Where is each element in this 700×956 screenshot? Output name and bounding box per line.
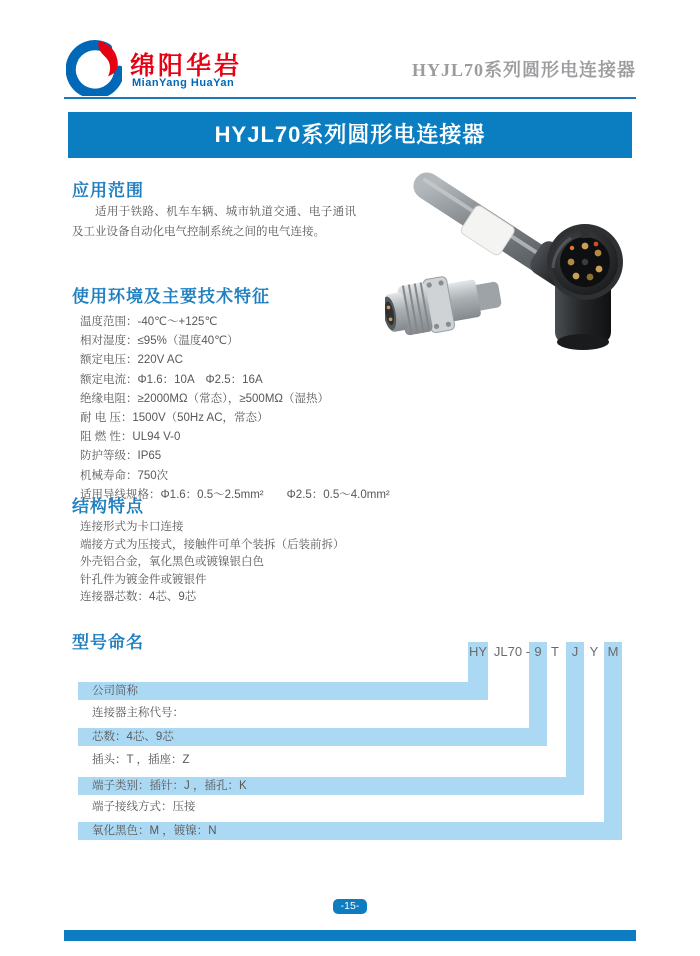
spec-line: 相对湿度：≤95%（温度40℃）	[80, 335, 239, 348]
spec-line: 阻 燃 性：UL94 V-0	[80, 431, 181, 444]
feature-line: 端接方式为压接式，接触件可单个装拆（后装前拆）	[80, 538, 345, 551]
spec-list	[80, 313, 390, 505]
section-heading-environment: 使用环境及主要技术特征	[72, 287, 270, 306]
code-bar-m	[604, 642, 622, 840]
page-title-banner: HYJL70系列圆形电连接器	[68, 112, 632, 158]
spec-line: 适用导线规格：Φ1.6：0.5～2.5mm² Φ2.5：0.5～4.0mm²	[80, 488, 390, 501]
logo-company-name-en: MianYang HuaYan	[132, 77, 235, 89]
feature-line: 连接器芯数：4芯、9芯	[80, 591, 197, 604]
naming-row-label: 氧化黑色：M ，镀镍：N	[92, 825, 217, 837]
spec-line: 防护等级：IP65	[80, 450, 162, 463]
section-heading-structure: 结构特点	[72, 497, 144, 516]
section-heading-application: 应用范围	[72, 181, 144, 200]
naming-row-label: 连接器主称代号：	[92, 707, 184, 719]
page-number-badge: -15-	[333, 899, 367, 914]
naming-row-label: 端子类别：插针：J ，插孔：K	[92, 780, 247, 792]
code-part: M	[607, 644, 619, 659]
naming-row-label: 端子接线方式：压接	[92, 801, 196, 813]
header-divider	[64, 97, 636, 99]
code-part: T	[551, 644, 559, 659]
code-part: Y	[589, 644, 599, 659]
spec-line: 额定电流：Φ1.6：10A Φ2.5：16A	[80, 373, 263, 386]
naming-row-label: 公司简称	[92, 685, 138, 697]
feature-line: 外壳铝合金，氧化黑色或镀镍银白色	[80, 556, 264, 569]
feature-list	[80, 519, 345, 607]
code-part: HY	[468, 644, 488, 659]
application-body: 适用于铁路、机车车辆、城市轨道交通、电子通讯及工业设备自动化电气控制系统之间的电气连接。	[72, 206, 356, 238]
code-part: J	[571, 644, 579, 659]
spec-line: 耐 电 压：1500V（50Hz AC，常态）	[80, 411, 269, 424]
feature-line: 针孔件为镀金件或镀银件	[80, 573, 207, 586]
product-photo	[385, 172, 643, 357]
spec-line: 额定电压：220V AC	[80, 354, 183, 367]
model-naming-diagram	[64, 640, 636, 845]
footer-bar	[64, 930, 636, 941]
spec-line: 机械寿命：750次	[80, 469, 169, 482]
logo-company-name: 绵阳华岩	[130, 52, 243, 80]
naming-row-label: 芯数：4芯、9芯	[92, 731, 174, 743]
spec-line: 温度范围：-40℃～+125℃	[80, 316, 218, 328]
logo-icon	[66, 40, 122, 96]
code-bar-j	[566, 642, 584, 795]
naming-band	[78, 682, 488, 700]
code-part: JL70 -	[493, 644, 531, 659]
code-part: 9	[534, 644, 542, 659]
naming-row-label: 插头：T ，插座：Z	[92, 754, 190, 766]
spec-line: 绝缘电阻：≥2000MΩ（常态），≥500MΩ（湿热）	[80, 392, 329, 405]
header-doc-title: HYJL70系列圆形电连接器	[411, 60, 636, 80]
feature-line: 连接形式为卡口连接	[80, 521, 184, 533]
section-heading-model-naming: 型号命名	[72, 633, 144, 652]
